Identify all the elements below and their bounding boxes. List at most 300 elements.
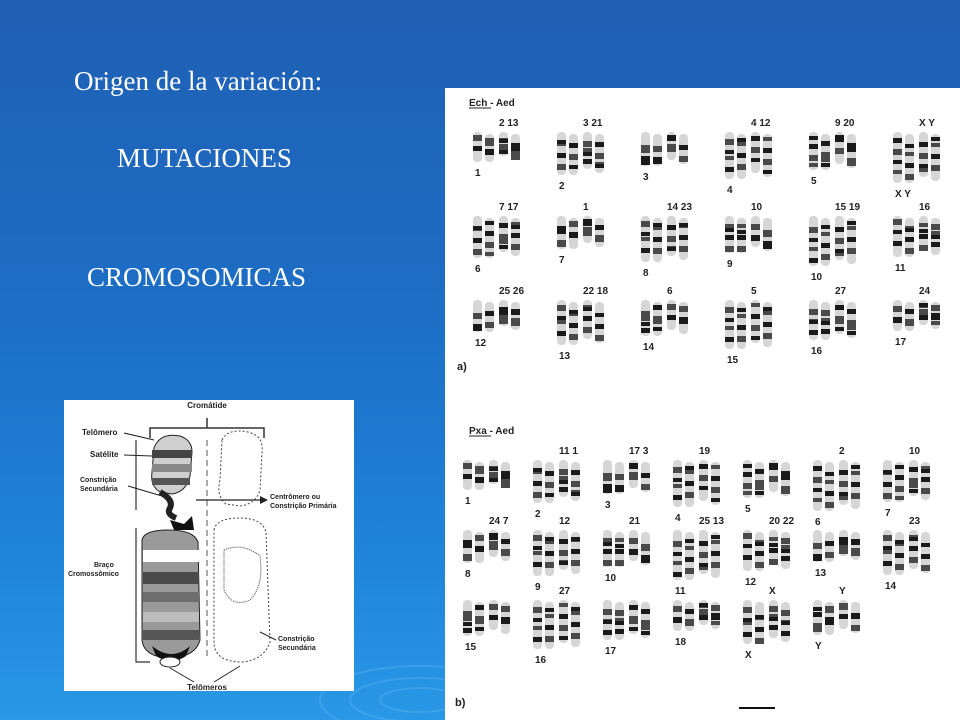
- chromosome-band: [725, 228, 734, 232]
- chromosome-band: [809, 144, 818, 149]
- chromosome-band: [595, 153, 604, 159]
- chromosome-band: [475, 605, 484, 610]
- chromosome-band: [571, 560, 580, 566]
- chromosome-band: [489, 604, 498, 610]
- chromosome-band: [825, 617, 834, 621]
- chromosome-band: [711, 616, 720, 620]
- chromosome-band: [463, 628, 472, 633]
- cell-top-label: Y: [839, 586, 846, 597]
- cell-top-label: 25 26: [499, 286, 525, 297]
- chromosome-band: [711, 476, 720, 481]
- chromosome-band: [545, 625, 554, 630]
- chromosome-band: [641, 232, 650, 236]
- chromosome-band: [485, 221, 494, 225]
- chromosome-band: [821, 243, 830, 248]
- karyotype-cell: [673, 446, 720, 524]
- chromosome-band: [737, 224, 746, 228]
- chromosome-band: [905, 163, 914, 168]
- chromosome-band: [603, 542, 612, 546]
- chromosome-band: [763, 241, 772, 245]
- cell-top-label: 15 19: [835, 202, 861, 213]
- chromosome-band: [825, 472, 834, 476]
- chromosome-band: [629, 605, 638, 610]
- chromosome-band: [893, 138, 902, 143]
- chromosome-band: [615, 629, 624, 634]
- chromosome-band: [809, 163, 818, 167]
- chromosome-band: [711, 605, 720, 611]
- chromosome-band: [473, 324, 482, 328]
- chromosome-band: [851, 625, 860, 631]
- chromosome-band: [615, 621, 624, 625]
- karyotype-cell: [463, 600, 510, 653]
- chromosome-band: [603, 484, 612, 488]
- chromosome-band: [919, 153, 928, 159]
- slide-title: Origen de la variación:: [74, 66, 323, 96]
- chromosome-band: [821, 329, 830, 334]
- chromosome-band: [685, 620, 694, 626]
- chromosome-band: [615, 610, 624, 616]
- chromosome-band: [501, 482, 510, 488]
- cell-number-label: Y: [815, 641, 822, 652]
- chromosome-band: [895, 486, 904, 492]
- chromosome-band: [755, 615, 764, 619]
- chromosome-band: [711, 465, 720, 469]
- chromosome-band: [679, 235, 688, 240]
- cell-number-label: 5: [745, 504, 751, 515]
- chromosome-band: [485, 322, 494, 328]
- chromosome-band: [475, 468, 484, 474]
- chromosome-band: [893, 306, 902, 312]
- chromosome-band: [679, 246, 688, 252]
- chromosome-band: [919, 245, 928, 251]
- chromosome-band: [485, 242, 494, 248]
- chromosome-band: [921, 469, 930, 473]
- chromosome-band: [673, 541, 682, 547]
- chromosome-band: [931, 143, 940, 147]
- chromosome-band: [821, 152, 830, 158]
- chromosome-band: [615, 474, 624, 480]
- label-constricao-1: Constrição: [80, 477, 117, 484]
- chromosome-band: [839, 548, 848, 554]
- chromosome-band: [603, 609, 612, 615]
- chromosome-band: [755, 627, 764, 632]
- chromosome-band: [559, 539, 568, 544]
- chromosome-band: [769, 548, 778, 553]
- chromosome-band: [641, 322, 650, 326]
- chromosome-band: [653, 146, 662, 152]
- chromosome-band: [557, 164, 566, 170]
- chromosome-band: [737, 153, 746, 158]
- karyotype-cell: [883, 446, 930, 519]
- panel-a-cells: [473, 118, 940, 366]
- chromosome-band: [905, 248, 914, 254]
- chromosome-band: [653, 248, 662, 254]
- chromosome-band: [641, 221, 650, 227]
- karyotype-cell: [743, 460, 790, 515]
- chromosome-band: [921, 565, 930, 571]
- chromosome-band: [711, 621, 720, 625]
- chromosome-band: [629, 627, 638, 631]
- chromosome-band: [603, 630, 612, 635]
- chromosome-band: [781, 538, 790, 544]
- chromosome-band: [571, 607, 580, 611]
- chromosome-band: [559, 550, 568, 556]
- chromosome-band: [641, 160, 650, 165]
- chromosome-band: [615, 538, 624, 542]
- chromosome-band: [931, 316, 940, 320]
- chromosome-band: [489, 544, 498, 550]
- cell-number-label: 1: [465, 496, 471, 507]
- chromosome-band: [463, 554, 472, 560]
- cell-number-label: 2: [559, 181, 565, 192]
- cell-top-label: 17 3: [629, 446, 649, 457]
- cell-top-label: 2 13: [499, 118, 519, 129]
- karyotype-cell: [893, 286, 940, 348]
- chromosome-band: [825, 480, 834, 484]
- chromosome-band: [533, 492, 542, 498]
- chromosome-band: [473, 226, 482, 230]
- chromosome-band: [839, 541, 848, 545]
- chromosome-band: [743, 555, 752, 560]
- chromosome-band: [883, 561, 892, 566]
- chromosome-band: [475, 546, 484, 550]
- cell-number-label: 12: [745, 577, 757, 588]
- chromosome-band: [641, 311, 650, 317]
- chromosome-band: [641, 248, 650, 253]
- chromosome-band: [463, 474, 472, 478]
- chromosome-band: [653, 305, 662, 310]
- cell-top-label: 3 21: [583, 118, 603, 129]
- cell-top-label: 10: [751, 202, 763, 213]
- chromosome-band: [699, 615, 708, 620]
- label-constricao-b1: Constrição: [278, 636, 315, 643]
- chromosome-band: [499, 223, 508, 228]
- chromosome-band: [533, 618, 542, 622]
- karyotype-cell: [725, 286, 772, 366]
- chromosome-band: [769, 543, 778, 547]
- chromosome-band: [743, 483, 752, 489]
- chromosome-band: [603, 538, 612, 542]
- chromosome-band: [557, 316, 566, 320]
- chromosome-band: [737, 308, 746, 312]
- chromosome-band: [569, 323, 578, 328]
- chromosome-band: [821, 310, 830, 316]
- cell-number-label: 14: [643, 342, 655, 353]
- chromosome-band: [595, 142, 604, 147]
- karyotype-cell: [641, 202, 692, 279]
- chromosome-band: [905, 310, 914, 314]
- chromosome-band: [673, 617, 682, 621]
- chromosome-band: [883, 535, 892, 541]
- chromosome-band: [485, 252, 494, 256]
- chromosome-band: [603, 620, 612, 624]
- chromosome-band: [641, 631, 650, 635]
- chromosome-band: [673, 478, 682, 482]
- label-braco-1: Braço: [94, 562, 114, 569]
- chromosome-band: [909, 537, 918, 541]
- chromosome-band: [895, 475, 904, 480]
- cell-top-label: 5: [751, 286, 757, 297]
- cell-top-label: 16: [919, 202, 931, 213]
- chromosome-band: [641, 328, 650, 333]
- chromosome-band: [667, 146, 676, 152]
- karyotype-cell: [813, 530, 860, 579]
- chromosome-band: [921, 543, 930, 547]
- chromosome-band: [711, 551, 720, 556]
- panel-b-tag: b): [455, 697, 466, 709]
- chromosome-band: [781, 631, 790, 636]
- chromosome-band: [847, 320, 856, 326]
- chromosome-band: [847, 147, 856, 152]
- chromosome-band: [763, 333, 772, 339]
- chromosome-band: [743, 472, 752, 477]
- chromosome-band: [569, 221, 578, 227]
- chromosome-band: [615, 544, 624, 548]
- chromosome-band: [905, 152, 914, 156]
- chromosome-band: [533, 481, 542, 486]
- chromosome-band: [571, 549, 580, 554]
- chromosome-band: [569, 154, 578, 160]
- chromosome-band: [559, 480, 568, 484]
- chromosome-band: [813, 466, 822, 471]
- chromosome-band: [931, 235, 940, 239]
- cell-number-label: 15: [727, 355, 739, 366]
- chromosome-band: [737, 230, 746, 234]
- cell-top-label: 11 1: [559, 446, 578, 457]
- chromosome-band: [583, 307, 592, 311]
- chromosome-band: [463, 463, 472, 469]
- chromosome-band: [743, 491, 752, 495]
- cell-top-label: 22 18: [583, 286, 609, 297]
- chromosome-band: [893, 160, 902, 164]
- chromosome-band: [569, 232, 578, 236]
- chromosome-band: [737, 325, 746, 330]
- karyotype-cell: [673, 516, 724, 597]
- chromosome-band: [909, 489, 918, 493]
- chromosome-band: [835, 305, 844, 310]
- chromosome-band: [737, 164, 746, 170]
- chromosome-band: [569, 310, 578, 314]
- chromosome-band: [583, 230, 592, 236]
- chromosome-band: [931, 305, 940, 311]
- chromosome-band: [769, 537, 778, 541]
- chromosome-band: [905, 237, 914, 242]
- chromosome-band: [533, 607, 542, 613]
- chromosome-band: [847, 143, 856, 147]
- chromosome-band: [919, 229, 928, 233]
- right-chromatid: [214, 431, 270, 662]
- chromosome-band: [751, 136, 760, 141]
- chromosome-band: [559, 636, 568, 640]
- chromosome-band: [839, 492, 848, 496]
- chromosome-diagram: [64, 400, 354, 691]
- chromosome-band: [813, 554, 822, 558]
- chromosome-band: [809, 258, 818, 263]
- chromosome-band: [473, 135, 482, 141]
- cell-number-label: 7: [885, 508, 891, 519]
- chromosome-band: [725, 156, 734, 160]
- chromosome-band: [737, 336, 746, 342]
- chromosome: [629, 530, 638, 561]
- karyotype-cell: [743, 586, 790, 661]
- chromosome-band: [893, 317, 902, 321]
- chromosome-band: [673, 495, 682, 500]
- chromosome-band: [821, 141, 830, 146]
- chromosome-band: [847, 221, 856, 225]
- chromosome-band: [641, 473, 650, 477]
- chromosome-band: [909, 478, 918, 484]
- chromosome-band: [931, 165, 940, 171]
- label-braco-2: Cromossômico: [68, 571, 119, 578]
- chromosome-band: [501, 475, 510, 479]
- chromosome-band: [921, 488, 930, 494]
- cell-top-label: 1: [583, 202, 589, 213]
- chromosome-band: [473, 249, 482, 255]
- chromosome-band: [839, 496, 848, 500]
- chromosome-band: [475, 616, 484, 622]
- chromosome-band: [545, 482, 554, 488]
- chromosome-band: [641, 145, 650, 151]
- chromosome-band: [615, 560, 624, 566]
- chromosome-band: [473, 146, 482, 150]
- karyotype-cell: [673, 600, 720, 648]
- chromosome-band: [511, 244, 520, 250]
- karyotype-cell: [893, 118, 940, 200]
- karyotype-cell: [725, 118, 772, 196]
- karyotype-cell: [473, 286, 524, 349]
- panel-b-header: Pxa - Aed: [469, 426, 515, 437]
- chromosome-band: [653, 157, 662, 161]
- chromosome-band: [909, 484, 918, 488]
- cell-number-label: 16: [811, 346, 823, 357]
- cell-top-label: 10: [909, 446, 921, 457]
- chromosome-band: [813, 543, 822, 549]
- chromosome-band: [809, 247, 818, 251]
- chromosome-band: [499, 245, 508, 249]
- chromosome-band: [763, 148, 772, 153]
- chromosome-band: [893, 219, 902, 225]
- chromosome-band: [545, 608, 554, 612]
- chromosome-band: [839, 604, 848, 610]
- chromosome-band: [847, 326, 856, 330]
- cell-top-label: X Y: [919, 118, 935, 129]
- chromosome: [673, 600, 682, 631]
- cell-top-label: 27: [835, 286, 847, 297]
- chromosome-band: [751, 235, 760, 239]
- chromosome-band: [673, 467, 682, 473]
- chromosome-band: [763, 170, 772, 174]
- karyotype-cell: [743, 516, 794, 588]
- chromosome-band: [641, 484, 650, 490]
- cell-number-label: 5: [811, 176, 817, 187]
- cell-number-label: 8: [465, 569, 471, 580]
- chromosome-band: [557, 320, 566, 324]
- chromosome-band: [825, 552, 834, 558]
- cell-number-label: 9: [727, 259, 733, 270]
- chromosome-band: [667, 315, 676, 319]
- chromosome-band: [821, 225, 830, 229]
- chromosome-band: [511, 320, 520, 326]
- cell-top-label: X: [769, 586, 776, 597]
- chromosome-band: [769, 476, 778, 482]
- chromosome-band: [781, 556, 790, 561]
- chromosome-band: [583, 316, 592, 321]
- cell-number-label: 9: [535, 582, 541, 593]
- chromosome-band: [641, 609, 650, 614]
- chromosome-band: [725, 139, 734, 145]
- cell-number-label: X: [745, 650, 752, 661]
- chromosome-band: [769, 559, 778, 565]
- chromosome-band: [501, 617, 510, 621]
- chromosome-band: [919, 142, 928, 147]
- karyotype-cell: [641, 132, 688, 183]
- chromosome-band: [847, 331, 856, 335]
- chromosome-band: [499, 240, 508, 244]
- chromosome-band: [699, 486, 708, 490]
- chromosome-band: [557, 140, 566, 144]
- chromosome-band: [629, 465, 638, 469]
- chromosome-band: [559, 487, 568, 492]
- chromosome-band: [475, 479, 484, 483]
- karyotype-figure: [445, 88, 960, 720]
- chromosome-band: [499, 318, 508, 324]
- chromosome-band: [679, 306, 688, 312]
- chromosome-band: [919, 309, 928, 315]
- panel-b-cells: [463, 446, 930, 666]
- cell-number-label: 1: [475, 168, 481, 179]
- cell-number-label: 17: [895, 337, 907, 348]
- chromosome-band: [895, 496, 904, 500]
- chromosome-band: [499, 311, 508, 315]
- chromosome-band: [851, 465, 860, 469]
- cell-number-label: 10: [605, 573, 617, 584]
- karyotype-cell: [603, 600, 650, 657]
- chromosome-band: [667, 247, 676, 251]
- chromosome-band: [769, 625, 778, 630]
- chromosome-band: [905, 320, 914, 326]
- chromosome-band: [557, 153, 566, 158]
- chromosome-band: [905, 144, 914, 148]
- chromosome-band: [851, 471, 860, 475]
- chromosome-band: [501, 550, 510, 556]
- cell-number-label: 12: [475, 338, 487, 349]
- chromosome-band: [781, 610, 790, 616]
- chromosome-band: [615, 485, 624, 489]
- chromosome-band: [725, 167, 734, 172]
- chromosome-band: [559, 625, 568, 631]
- chromosome-band: [813, 488, 822, 492]
- chromosome-band: [559, 561, 568, 565]
- chromosome-band: [667, 236, 676, 242]
- chromosome-band: [545, 551, 554, 556]
- chromosome-band: [835, 327, 844, 331]
- chromosome-band: [895, 553, 904, 558]
- chromosome-band: [825, 541, 834, 545]
- chromosome-band: [685, 470, 694, 474]
- chromosome-band: [895, 465, 904, 469]
- chromosome-band: [725, 326, 734, 330]
- karyotype-cell: [725, 202, 772, 270]
- chromosome-band: [883, 546, 892, 550]
- chromosome-band: [781, 545, 790, 549]
- chromosome-band: [559, 614, 568, 619]
- chromosome-band: [835, 135, 844, 139]
- chromosome-band: [743, 607, 752, 613]
- chromosome-band: [673, 484, 682, 488]
- chromosome-band: [725, 307, 734, 313]
- chromosome-band: [755, 551, 764, 556]
- karyotype-cell: [463, 460, 510, 507]
